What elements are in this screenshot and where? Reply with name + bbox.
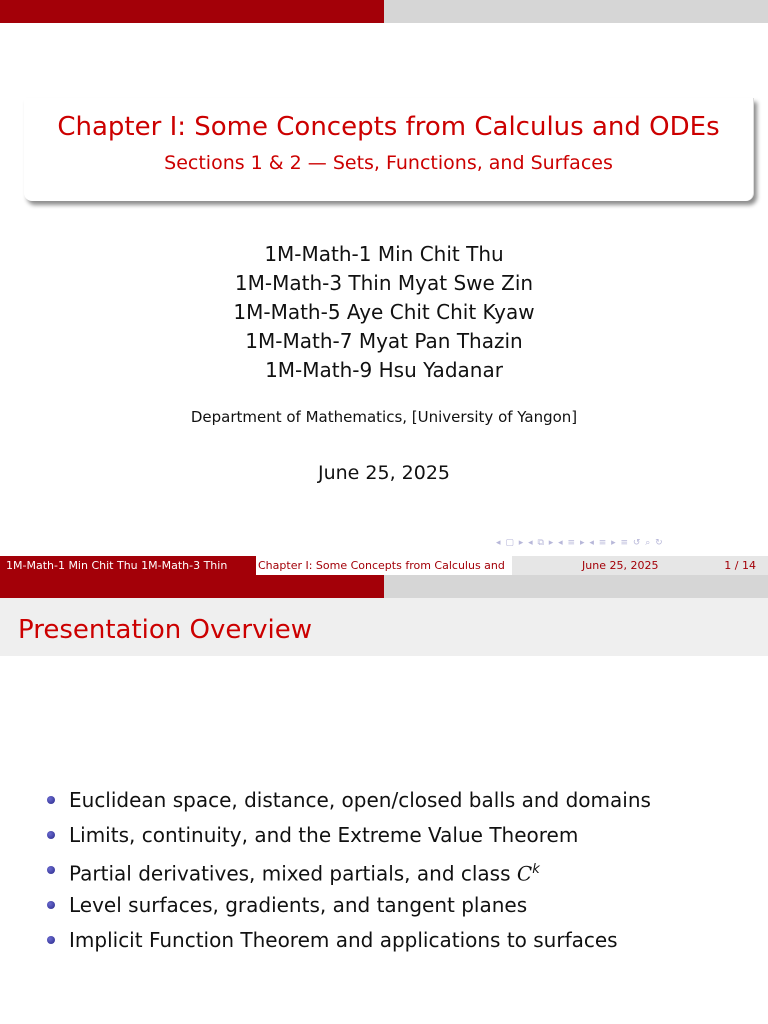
footer-authors: 1M-Math-1 Min Chit Thu 1M-Math-3 Thin — [0, 556, 256, 575]
author-list — [0, 240, 768, 385]
author-name: 1M-Math-3 Thin Myat Swe Zin — [234, 271, 534, 295]
list-item-text: Implicit Function Theorem and applications to surfaces — [69, 928, 618, 952]
slide-subtitle: Sections 1 & 2 — Sets, Functions, and Surfaces — [164, 152, 613, 174]
list-item-text: Partial derivatives, mixed partials, and class — [69, 861, 517, 886]
author-name: 1M-Math-9 Hsu Yadanar — [265, 358, 503, 382]
title-block — [24, 98, 754, 201]
page-number: 1 / 14 — [724, 559, 756, 572]
list-item-text: Level surfaces, gradients, and tangent planes — [69, 893, 528, 917]
header-bar-gray — [384, 575, 768, 598]
bullet-icon — [47, 866, 55, 874]
presentation-date: June 25, 2025 — [317, 462, 451, 484]
overview-list — [0, 785, 768, 960]
bullet-icon — [47, 796, 55, 804]
list-item-text: Limits, continuity, and the Extreme Value Theorem — [69, 823, 579, 847]
header-bar-red — [0, 575, 384, 598]
author-name: 1M-Math-1 Min Chit Thu — [264, 242, 504, 266]
list-item — [0, 890, 768, 925]
bullet-icon — [47, 936, 55, 944]
header-bar-gray — [384, 0, 768, 23]
beamer-navigation-icons[interactable]: ◂ ▢ ▸ ◂ ⧉ ▸ ◂ ≡ ▸ ◂ ≡ ▸ ≡ ↺ ⌕ ↻ — [496, 538, 664, 548]
list-item — [0, 785, 768, 820]
list-item-text: Euclidean space, distance, open/closed balls and domains — [69, 788, 651, 812]
frame-title: Presentation Overview — [0, 598, 768, 656]
slide-title: Chapter I: Some Concepts from Calculus and ODEs — [57, 112, 720, 142]
footer-bar — [0, 556, 768, 575]
footer-info — [512, 556, 768, 575]
author-name: 1M-Math-7 Myat Pan Thazin — [245, 329, 523, 353]
list-item — [0, 925, 768, 960]
bullet-icon — [47, 831, 55, 839]
bullet-icon — [47, 901, 55, 909]
list-item — [0, 820, 768, 855]
header-bar-slide2 — [0, 575, 768, 598]
header-bar — [0, 0, 768, 23]
footer-date: June 25, 2025 — [582, 559, 659, 572]
footer-title: Chapter I: Some Concepts from Calculus and — [256, 556, 512, 575]
math-symbol: C — [516, 861, 533, 886]
header-bar-red — [0, 0, 384, 23]
list-item — [0, 855, 768, 890]
institute: Department of Mathematics, [University of Yangon] — [190, 408, 578, 426]
author-name: 1M-Math-5 Aye Chit Chit Kyaw — [233, 300, 535, 324]
math-superscript: k — [532, 862, 540, 877]
